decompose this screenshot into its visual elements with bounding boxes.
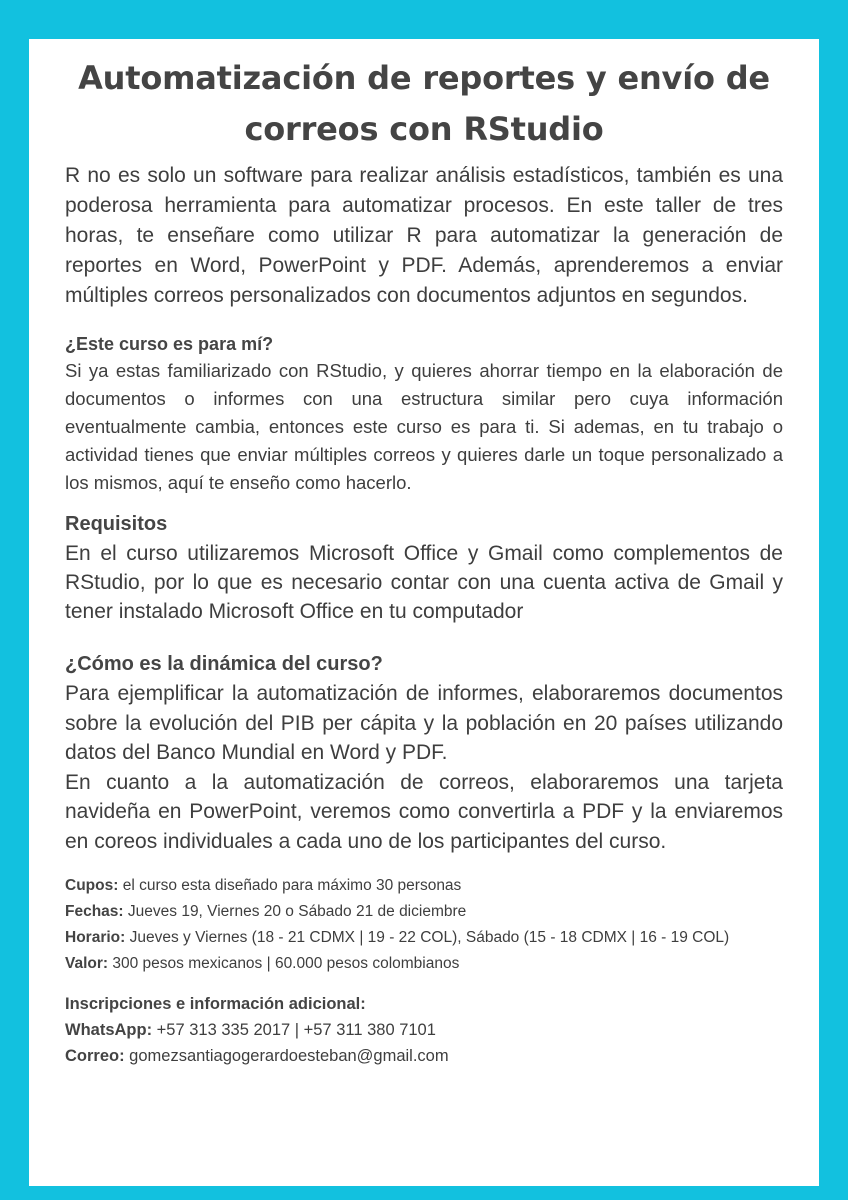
flyer-content	[65, 53, 783, 1069]
fact-value: 300 pesos mexicanos | 60.000 pesos colombianos	[108, 955, 460, 972]
section-title-dynamics: ¿Cómo es la dinámica del curso?	[65, 653, 383, 675]
fact-value: Jueves 19, Viernes 20 o Sábado 21 de diciembre	[123, 903, 467, 920]
contact-info	[65, 991, 783, 1069]
course-facts	[65, 873, 783, 977]
fact-label: Cupos:	[65, 877, 119, 894]
section-title-audience: ¿Este curso es para mí?	[65, 334, 274, 354]
fact-schedule	[65, 925, 783, 951]
flyer-card	[29, 39, 819, 1186]
fact-dates	[65, 899, 783, 925]
fact-price	[65, 951, 783, 977]
fact-label: Horario:	[65, 929, 126, 946]
section-title-requirements: Requisitos	[65, 513, 168, 535]
email-label: Correo:	[65, 1047, 125, 1065]
whatsapp-numbers: +57 313 335 2017 | +57 311 380 7101	[152, 1021, 436, 1039]
fact-label: Fechas:	[65, 903, 124, 920]
whatsapp-label: WhatsApp:	[65, 1021, 153, 1039]
fact-value: el curso esta diseñado para máximo 30 personas	[118, 877, 462, 894]
fact-label: Valor:	[65, 955, 109, 972]
fact-quota	[65, 873, 783, 899]
fact-value: Jueves y Viernes (18 - 21 CDMX | 19 - 22 COL), Sábado (15 - 18 CDMX | 16 - 19 COL)	[125, 929, 730, 946]
page-title: Automatización de reportes y envío de correos con RStudio	[78, 59, 770, 148]
contact-whatsapp	[65, 1017, 783, 1043]
section-text-requirements: En el curso utilizaremos Microsoft Office y Gmail como complementos de RStudio, por lo que es necesario contar con una cuenta activa de Gmail y tener instalado Microsoft Office en tu computador	[65, 542, 783, 623]
contact-heading: Inscripciones e información adicional:	[65, 995, 366, 1013]
intro-paragraph: R no es solo un software para realizar análisis estadísticos, también es una poderosa herramienta para automatizar procesos. En este taller de tres horas, te enseñare como utilizar R para automatizar la generación de reportes en Word, PowerPoint y PDF. Además, aprenderemos a enviar múltiples correos personalizados con documentos adjuntos en segundos.	[65, 164, 783, 307]
contact-email	[65, 1043, 783, 1069]
email-address: gomezsantiagogerardoesteban@gmail.com	[124, 1047, 449, 1065]
section-text-dynamics-2: En cuanto a la automatización de correos, elaboraremos una tarjeta navideña en PowerPoint, veremos como convertirla a PDF y la enviaremos en coreos individuales a cada uno de los participantes del curso.	[65, 770, 783, 853]
section-text-audience: Si ya estas familiarizado con RStudio, y quieres ahorrar tiempo en la elaboración de documentos o informes con una estructura similar pero cuya información eventualmente cambia, entonces este curso es para ti. Si ademas, en tu trabajo o actividad tienes que enviar múltiples correos y quieres darle un toque personalizado a los mismos, aquí te enseño como hacerlo.	[65, 360, 783, 493]
section-text-dynamics-1: Para ejemplificar la automatización de informes, elaboraremos documentos sobre la evolución del PIB per cápita y la población en 20 países utilizando datos del Banco Mundial en Word y PDF.	[65, 682, 783, 764]
